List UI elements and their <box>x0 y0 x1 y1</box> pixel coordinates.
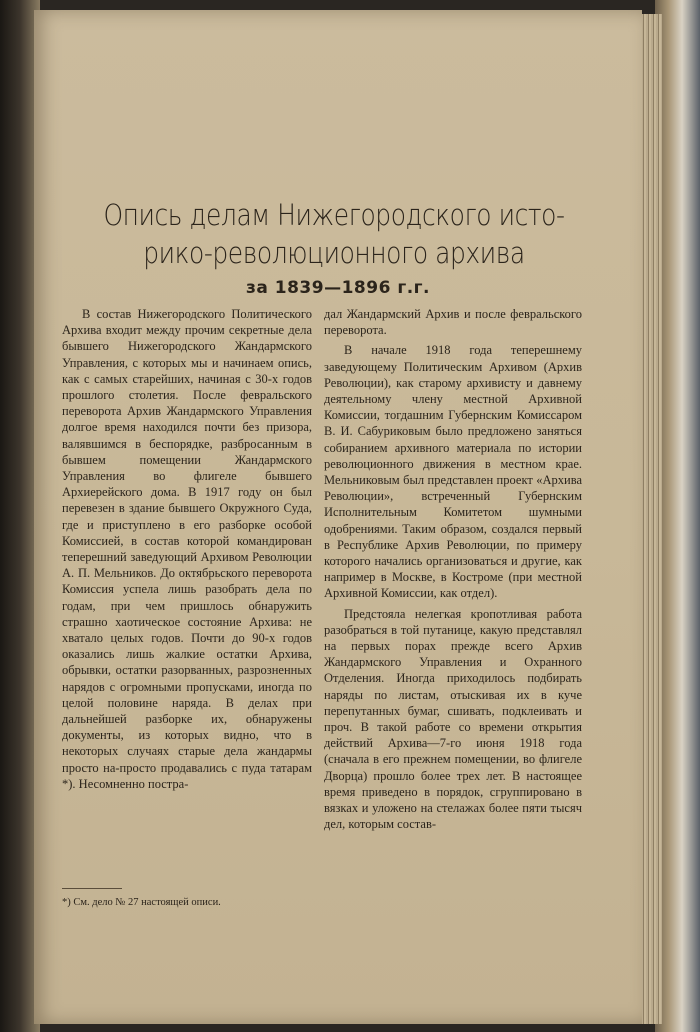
date-range-subtitle: за 1839—1896 г.г. <box>246 278 430 298</box>
text-column-left <box>62 306 312 792</box>
footnote: *) См. дело № 27 настоящей описи. <box>62 897 221 908</box>
paragraph: В состав Нижегородского Политического Архива входит между прочим секретные дела бывшего Нижегородского Жандармского Управления, с которых мы и начинаем опись, как с самых старейших, начиная с 30-х годов прошлого столетия. После февральского переворота Архив Жандармского Управления долгое время находился почти без призора, валявшимся в беспорядке, разбросанным в бывшем помещении Жандармского Управления во флигеле бывшего Архиерейского дома. В 1917 году он был перевезен в здание бывшего Окружного Суда, где и приступлено в его разборке особой Комиссией, в состав которой командирован теперешний заведующий Архивом Революции А. П. Мельников. До октябрьского переворота Комиссия успела лишь разобрать дела по годам, при чем пришлось обнаружить страшно хаотическое состояние Архива: не хватало целых годов. Почти до 90-х годов оказались лишь жалкие остатки Архива, обрывки, остатки разорванных, разрозненных нарядов с огромными пропусками, иногда по целой половине наряда. В делах при дальнейшей разборке их, обнаружены документы, из которых видно, что в некоторых случаях старые дела жандармы просто на-просто продавались с пуда татарам *). Несомненно постра- <box>62 307 312 791</box>
paragraph: В начале 1918 года теперешнему заведующему Политическим Архивом (Архив Революции), как старому архивисту и давнему деятельному члену местной Архивной Комиссии, тогдашним Губернским Комиссаром В. И. Сабуриковым было предложено заняться собиранием архивного материала по истории революционного движения в местном крае. Мельниковым был представлен проект «Архива Революции», встреченный Губернским Исполнительным Комитетом шумными одобрениями. Таким образом, создался первый в Республике Архив Революции, по примеру которого начались организоваться и другие, как например в Москве, в Костроме (при местной Архивной Комиссии, как отдел). <box>324 343 582 601</box>
title-line-2: рико-революционного архива <box>143 236 525 270</box>
paragraph: дал Жандармский Архив и после февральского переворота. <box>324 307 582 338</box>
paragraph: Предстояла нелегкая кропотливая работа разобраться в той путанице, какую представлял на первых порах прежде всего Архив Жандармского Управления и Охранного Отделения. Иногда приходилось подбирать наряды по листам, отыскивая их в куче перепутанных бумаг, сшивать, подклеивать и проч. В такой работе со времени открытия действий Архива—7-го июня 1918 года (сначала в его прежнем помещении, во флигеле Дворца) прошло более трех лет. В настоящее время приведено в порядок, сгруппировано в вязках и уложено на стелажах более пяти тысяч дел, которым состав- <box>324 606 582 832</box>
book-page <box>34 10 642 1024</box>
title-line-1: Опись делам Нижегородского исто- <box>103 198 565 232</box>
page-title <box>102 196 566 272</box>
footnote-divider <box>62 888 122 889</box>
text-column-right <box>324 306 582 833</box>
